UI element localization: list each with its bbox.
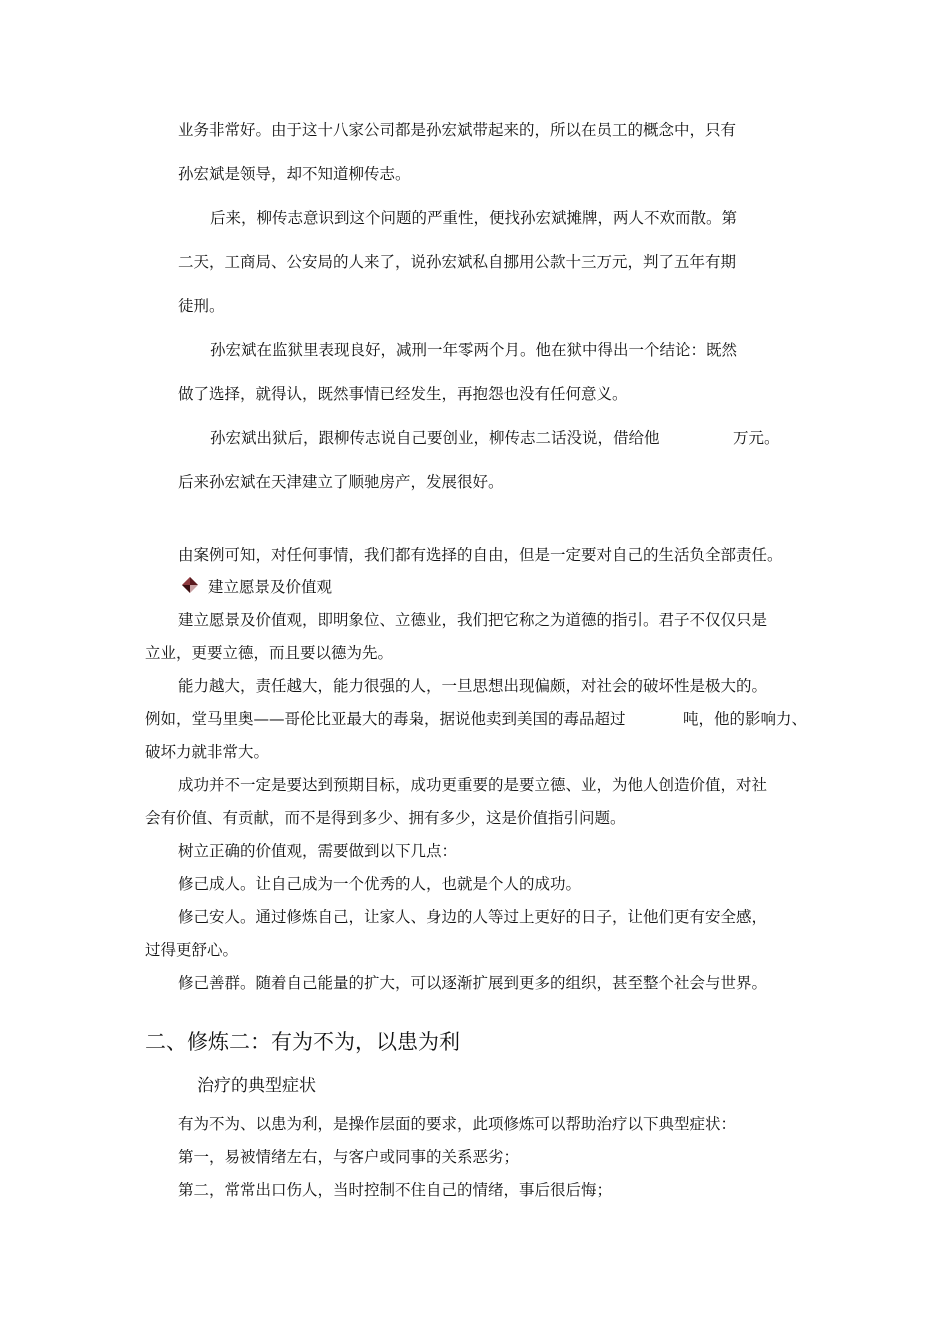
vision-p3b: 会有价值、有贡献，而不是得到多少、拥有多少，这是价值指引问题。 (145, 809, 626, 827)
section-two-intro: 有为不为、以患为利，是操作层面的要求，此项修炼可以帮助治疗以下典型症状： (178, 1115, 737, 1133)
story-line-8b: 万元。 (733, 429, 780, 447)
vision-p2c: 破坏力就非常大。 (145, 743, 270, 761)
section-two-subheading: 治疗的典型症状 (197, 1076, 316, 1096)
story-line-1: 业务非常好。由于这十八家公司都是孙宏斌带起来的，所以在员工的概念中，只有 (178, 121, 737, 139)
section-two-item-2: 第二，常常出口伤人，当时控制不住自己的情绪，事后很后悔； (178, 1181, 613, 1199)
story-line-5: 徒刑。 (178, 297, 225, 315)
vision-p7: 修己善群。随着自己能量的扩大，可以逐渐扩展到更多的组织，甚至整个社会与世界。 (178, 974, 768, 992)
vision-heading: 建立愿景及价值观 (208, 578, 333, 596)
vision-p4: 树立正确的价值观，需要做到以下几点： (178, 842, 458, 860)
story-line-7: 做了选择，就得认，既然事情已经发生，再抱怨也没有任何意义。 (178, 385, 628, 403)
story-line-9: 后来孙宏斌在天津建立了顺驰房产，发展很好。 (178, 473, 504, 491)
story-line-3: 后来，柳传志意识到这个问题的严重性，便找孙宏斌摊牌，两人不欢而散。第 (210, 209, 738, 227)
section-two-item-1: 第一，易被情绪左右，与客户或同事的关系恶劣； (178, 1148, 520, 1166)
story-line-8a: 孙宏斌出狱后，跟柳传志说自己要创业，柳传志二话没说，借给他 (210, 429, 660, 447)
story-line-2: 孙宏斌是领导，却不知道柳传志。 (178, 165, 411, 183)
vision-p2b-2: 吨，他的影响力、 (683, 710, 808, 728)
vision-p2a: 能力越大，责任越大，能力很强的人，一旦思想出现偏颇，对社会的破坏性是极大的。 (178, 677, 768, 695)
vision-p3a: 成功并不一定是要达到预期目标，成功更重要的是要立德、业，为他人创造价值，对社 (178, 776, 768, 794)
vision-p6a: 修己安人。通过修炼自己，让家人、身边的人等过上更好的日子，让他们更有安全感， (178, 908, 768, 926)
vision-p6b: 过得更舒心。 (145, 941, 239, 959)
vision-p1a: 建立愿景及价值观，即明象位、立德业，我们把它称之为道德的指引。君子不仅仅只是 (178, 611, 768, 629)
vision-p2b-1: 例如，堂马里奥——哥伦比亚最大的毒枭，据说他卖到美国的毒品超过 (145, 710, 626, 728)
story-line-4: 二天，工商局、公安局的人来了，说孙宏斌私自挪用公款十三万元，判了五年有期 (178, 253, 737, 271)
section-two-heading: 二、修炼二：有为不为，以患为利 (145, 1030, 460, 1054)
vision-p1b: 立业，更要立德，而且要以德为先。 (145, 644, 394, 662)
vision-p5: 修己成人。让自己成为一个优秀的人，也就是个人的成功。 (178, 875, 582, 893)
conclusion-text: 由案例可知，对任何事情，我们都有选择的自由，但是一定要对自己的生活负全部责任。 (178, 546, 783, 564)
story-line-6: 孙宏斌在监狱里表现良好，减刑一年零两个月。他在狱中得出一个结论：既然 (210, 341, 738, 359)
diamond-bullet-icon (180, 575, 200, 595)
